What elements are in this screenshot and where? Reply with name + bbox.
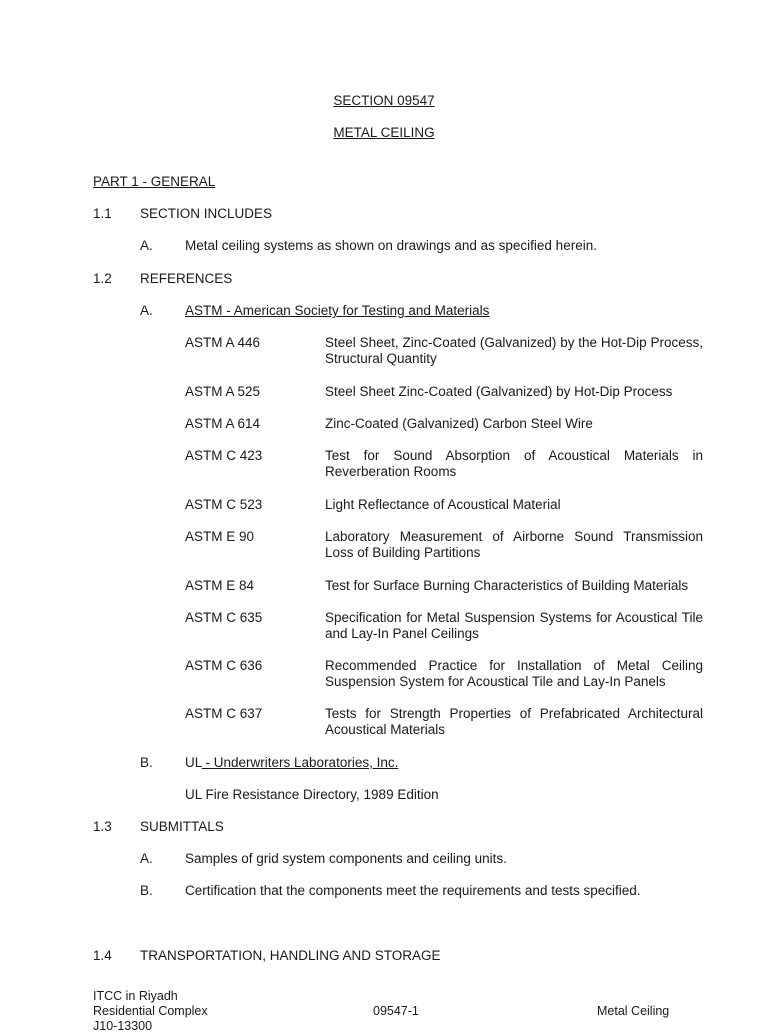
reference-code: ASTM E 84	[185, 578, 255, 593]
footer-section-name: Metal Ceiling	[597, 1004, 670, 1018]
reference-code: ASTM A 525	[185, 384, 261, 399]
reference-description: Steel Sheet, Zinc-Coated (Galvanized) by the Hot-Dip Process, Structural Quantity	[325, 335, 703, 366]
footer-page-number: 09547-1	[373, 1004, 419, 1018]
reference-description: Zinc-Coated (Galvanized) Carbon Steel Wire	[325, 416, 593, 431]
section-title	[0, 125, 768, 141]
reference-description: Laboratory Measurement of Airborne Sound Transmission Loss of Building Partitions	[325, 529, 703, 560]
paragraph-letter: A.	[140, 851, 153, 866]
reference-code: ASTM E 90	[185, 529, 255, 544]
footer-project: ITCC in Riyadh	[93, 989, 178, 1003]
reference-code: ASTM C 637	[185, 706, 263, 721]
reference-code: ASTM A 446	[185, 335, 261, 350]
paragraph-subtext: UL Fire Resistance Directory, 1989 Edition	[185, 787, 439, 802]
paragraph-text	[185, 755, 398, 771]
article-title: SECTION INCLUDES	[140, 206, 273, 221]
article-number: 1.4	[93, 948, 112, 963]
ul-name: - Underwriters Laboratories, Inc.	[201, 755, 399, 770]
reference-code: ASTM C 636	[185, 658, 263, 673]
reference-description: Specification for Metal Suspension Systems for Acoustical Tile and Lay-In Panel Ceilings	[325, 610, 703, 641]
part-heading: PART 1 - GENERAL	[93, 174, 216, 189]
footer-location: Residential Complex	[93, 1004, 208, 1018]
paragraph-text: Samples of grid system components and ceiling units.	[185, 851, 507, 866]
reference-code: ASTM C 635	[185, 610, 263, 625]
reference-description: Light Reflectance of Acoustical Material	[325, 497, 561, 512]
article-title: REFERENCES	[140, 271, 233, 286]
reference-code: ASTM A 614	[185, 416, 261, 431]
paragraph-text: Metal ceiling systems as shown on drawings and as specified herein.	[185, 238, 597, 253]
reference-description: Recommended Practice for Installation of Metal Ceiling Suspension System for Acoustical Tile and Lay-In Panels	[325, 658, 703, 689]
article-number: 1.2	[93, 271, 112, 286]
paragraph-text: Certification that the components meet the requirements and tests specified.	[185, 883, 641, 898]
ul-prefix: UL	[185, 755, 202, 770]
article-number: 1.1	[93, 206, 112, 221]
article-title: TRANSPORTATION, HANDLING AND STORAGE	[140, 948, 441, 963]
article-number: 1.3	[93, 819, 112, 834]
section-title-text: METAL CEILING	[333, 125, 435, 140]
reference-code: ASTM C 523	[185, 497, 263, 512]
reference-description: Test for Sound Absorption of Acoustical Materials in Reverberation Rooms	[325, 448, 703, 479]
article-title: SUBMITTALS	[140, 819, 224, 834]
reference-description: Steel Sheet Zinc-Coated (Galvanized) by Hot-Dip Process	[325, 384, 673, 399]
paragraph-letter: A.	[140, 303, 153, 318]
paragraph-letter: B.	[140, 755, 153, 770]
paragraph-letter: B.	[140, 883, 153, 898]
section-number	[0, 93, 768, 109]
paragraph-letter: A.	[140, 238, 153, 253]
footer-job-number: J10-13300	[93, 1019, 153, 1033]
reference-description: Tests for Strength Properties of Prefabricated Architectural Acoustical Materials	[325, 706, 703, 737]
paragraph-text: ASTM - American Society for Testing and Materials	[185, 303, 490, 318]
section-number-text: SECTION 09547	[333, 93, 435, 108]
reference-description: Test for Surface Burning Characteristics of Building Materials	[325, 578, 689, 593]
reference-code: ASTM C 423	[185, 448, 263, 463]
